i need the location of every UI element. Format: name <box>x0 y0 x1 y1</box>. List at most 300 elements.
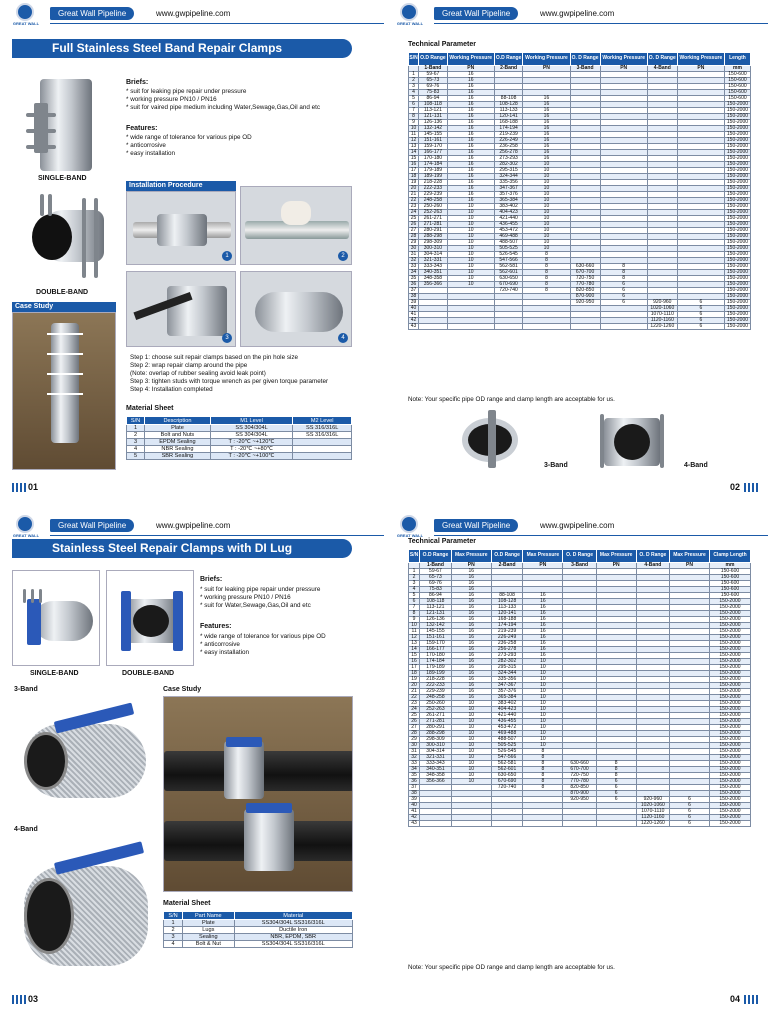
page-2 <box>384 0 768 498</box>
case-study-heading: Case Study <box>12 302 116 312</box>
material-sheet-heading: Material Sheet <box>126 405 174 412</box>
table-cell: 10 <box>523 246 570 252</box>
table-row <box>127 432 352 439</box>
table-cell: 108-128 <box>494 102 523 108</box>
table-cell: 150-2000 <box>709 737 750 743</box>
table-cell <box>491 821 523 827</box>
page-title: Full Stainless Steel Band Repair Clamps <box>12 39 352 58</box>
table-cell: 770-780 <box>570 282 600 288</box>
page-stripes-icon <box>12 995 26 1004</box>
table-cell: 65-73 <box>420 575 452 581</box>
table-cell: 10 <box>523 659 563 665</box>
table-cell: 6 <box>670 821 710 827</box>
table-cell: 150-600 <box>724 96 750 102</box>
feature-3: * easy installation <box>126 150 176 157</box>
table-cell: 8 <box>600 276 647 282</box>
table-cell <box>420 821 452 827</box>
single-band-label: SINGLE-BAND <box>38 175 87 182</box>
table-cell: 59-67 <box>420 569 452 575</box>
table-cell: 16 <box>451 629 491 635</box>
table-cell: 670-700 <box>563 767 596 773</box>
table-cell: 39 <box>409 797 420 803</box>
brand-tag: Great Wall Pipeline <box>50 519 134 532</box>
column-header: Max Pressure <box>596 550 636 563</box>
table-cell: 4 <box>127 446 145 453</box>
table-cell: 151-161 <box>419 138 448 144</box>
table-cell: 10 <box>523 707 563 713</box>
table-cell: 1070-1110 <box>647 312 677 318</box>
table-cell: 547-566 <box>491 755 523 761</box>
feature-1: * wide range of tolerance for various pipe OD <box>126 134 252 141</box>
table-cell: 13 <box>409 641 420 647</box>
table-cell: 150-2000 <box>724 138 750 144</box>
table-cell: 40 <box>409 306 419 312</box>
table-cell: 174-194 <box>491 623 523 629</box>
table-cell: 1120-1160 <box>636 815 669 821</box>
table-note: Note: Your specific pipe OD range and clamp length are acceptable for us. <box>408 396 615 403</box>
table-cell: 357-376 <box>494 192 523 198</box>
table-cell: 488-507 <box>491 737 523 743</box>
table-cell: 226-249 <box>491 635 523 641</box>
table-cell: 150-2000 <box>709 809 750 815</box>
table-cell: 179-189 <box>419 168 448 174</box>
great-wall-logo: GREAT WALL <box>12 3 38 29</box>
table-cell: 404-423 <box>494 210 523 216</box>
table-cell: 20 <box>409 186 419 192</box>
table-cell: 150-2000 <box>724 114 750 120</box>
table-cell: 69-76 <box>420 581 452 587</box>
table-cell: 10 <box>523 719 563 725</box>
table-cell: 421-440 <box>494 216 523 222</box>
table-cell: 150-600 <box>709 575 750 581</box>
table-cell: 256-278 <box>491 647 523 653</box>
table-cell: 10 <box>447 228 494 234</box>
table-cell: 222-233 <box>419 186 448 192</box>
table-cell: 6 <box>600 282 647 288</box>
table-cell: 16 <box>447 108 494 114</box>
feature-2: * anticorrosive <box>126 142 166 149</box>
table-cell: 10 <box>451 737 491 743</box>
page-number: 04 <box>729 994 740 1004</box>
table-cell: 150-2000 <box>724 288 750 294</box>
table-cell: 16 <box>451 665 491 671</box>
table-cell: 150-2000 <box>724 240 750 246</box>
table-cell: 38 <box>409 791 420 797</box>
feature-1: * wide range of tolerance for various pipe OD <box>200 633 326 640</box>
table-cell: 356-366 <box>419 282 448 288</box>
table-cell: 300-310 <box>419 246 448 252</box>
table-cell: 24 <box>409 707 420 713</box>
table-cell: 6 <box>670 797 710 803</box>
page-stripes-icon <box>744 483 758 492</box>
table-cell: 219-239 <box>494 132 523 138</box>
table-cell: 150-2000 <box>709 689 750 695</box>
unit-cell: mm <box>724 66 750 72</box>
table-cell: 3 <box>409 581 420 587</box>
column-header: S/N <box>164 912 183 920</box>
table-row <box>127 446 352 453</box>
table-cell: 8 <box>596 767 636 773</box>
column-header: M1 Level <box>210 417 293 425</box>
unit-cell: 4-Band <box>636 563 669 569</box>
material-sheet-heading: Material Sheet <box>163 900 211 907</box>
unit-cell: 1-Band <box>419 66 448 72</box>
table-cell: 16 <box>447 126 494 132</box>
table-cell: 6 <box>600 288 647 294</box>
table-cell: 1020-1060 <box>647 306 677 312</box>
table-cell: 6 <box>677 306 724 312</box>
table-cell: 10 <box>447 210 494 216</box>
website-link[interactable]: www.gwpipeline.com <box>540 521 615 530</box>
table-cell: 42 <box>409 318 419 324</box>
table-cell: 16 <box>451 617 491 623</box>
table-cell: 16 <box>451 671 491 677</box>
unit-cell: PN <box>523 563 563 569</box>
column-header: Max Pressure <box>451 550 491 563</box>
column-header: Working Pressure <box>523 53 570 66</box>
table-cell: 9 <box>409 120 419 126</box>
table-cell: 8 <box>523 282 570 288</box>
table-cell: 150-2000 <box>709 641 750 647</box>
table-cell: 150-2000 <box>724 150 750 156</box>
installation-heading: Installation Procedure <box>126 181 236 191</box>
table-cell: 10 <box>447 234 494 240</box>
column-header: O. D Range <box>647 53 677 66</box>
column-header: Clamp Length <box>709 550 750 563</box>
table-cell: 222-233 <box>420 683 452 689</box>
table-cell: 159-170 <box>419 144 448 150</box>
table-cell: 150-2000 <box>724 258 750 264</box>
table-row <box>409 821 751 827</box>
table-cell: 37 <box>409 785 420 791</box>
table-cell: 10 <box>447 252 494 258</box>
table-cell: 16 <box>523 653 563 659</box>
table-cell: 340-351 <box>420 767 452 773</box>
column-header: Max Pressure <box>523 550 563 563</box>
great-wall-logo: GREAT WALL <box>396 515 422 541</box>
table-cell: 720-750 <box>570 276 600 282</box>
table-cell: NBR, EPDM, SBR <box>234 934 353 941</box>
table-cell: 11 <box>409 132 419 138</box>
table-cell: 16 <box>451 587 491 593</box>
table-row <box>127 439 352 446</box>
column-header: Working Pressure <box>447 53 494 66</box>
unit-cell: 3-Band <box>563 563 596 569</box>
table-cell: 150-2000 <box>709 719 750 725</box>
four-band-label: 4-Band <box>14 826 38 833</box>
table-cell: 69-76 <box>419 84 448 90</box>
table-cell: 10 <box>523 180 570 186</box>
table-cell: 150-2000 <box>709 767 750 773</box>
column-header: Material <box>234 912 353 920</box>
table-cell: 526-545 <box>491 749 523 755</box>
column-header: O.D Range <box>420 550 452 563</box>
table-cell: 16 <box>523 144 570 150</box>
table-cell: 33 <box>409 264 419 270</box>
table-cell: 10 <box>451 725 491 731</box>
table-cell: 229-239 <box>419 192 448 198</box>
table-cell: 10 <box>447 282 494 288</box>
table-cell: 159-170 <box>420 641 452 647</box>
brief-3: * suit for vaired pipe medium including Water,Sewage,Gas,Oil and etc <box>126 104 321 111</box>
table-cell: 250-260 <box>419 204 448 210</box>
table-cell: 10 <box>451 707 491 713</box>
table-cell: 8 <box>523 773 563 779</box>
website-link[interactable]: www.gwpipeline.com <box>156 521 231 530</box>
table-cell: 168-188 <box>494 120 523 126</box>
column-header: S/N <box>409 550 420 563</box>
table-cell: 8 <box>523 258 570 264</box>
table-cell: 10 <box>523 665 563 671</box>
table-cell: 16 <box>523 132 570 138</box>
great-wall-logo: GREAT WALL <box>396 3 422 29</box>
install-step-4-photo <box>240 271 352 347</box>
table-cell: 27 <box>409 228 419 234</box>
table-cell: 151-161 <box>420 635 452 641</box>
table-cell: 10 <box>523 162 570 168</box>
table-cell: 562-581 <box>491 761 523 767</box>
unit-cell: PN <box>600 66 647 72</box>
table-cell: 38 <box>409 294 419 300</box>
table-cell: 6 <box>677 318 724 324</box>
column-header: Max Pressure <box>670 550 710 563</box>
page-number: 01 <box>28 482 39 492</box>
table-cell: 347-367 <box>494 186 523 192</box>
table-cell: 86-94 <box>419 96 448 102</box>
table-cell: 271-281 <box>419 222 448 228</box>
table-cell: 31 <box>409 252 419 258</box>
table-cell: 16 <box>447 174 494 180</box>
table-cell: 16 <box>447 72 494 78</box>
table-cell: 335-356 <box>491 677 523 683</box>
table-cell: 150-2000 <box>709 749 750 755</box>
step-4-badge: 4 <box>338 333 348 343</box>
table-row <box>127 425 352 432</box>
table-cell: 8 <box>409 611 420 617</box>
table-cell: 16 <box>451 647 491 653</box>
table-cell: 16 <box>447 96 494 102</box>
table-cell: 18 <box>409 671 420 677</box>
table-cell: 28 <box>409 731 420 737</box>
table-cell: 31 <box>409 749 420 755</box>
table-cell: 150-2000 <box>724 144 750 150</box>
table-cell: 150-2000 <box>709 761 750 767</box>
table-cell: 16 <box>451 581 491 587</box>
table-cell: 150-2000 <box>709 821 750 827</box>
table-cell: 282-302 <box>491 659 523 665</box>
table-cell: 10 <box>523 737 563 743</box>
unit-cell: 1-Band <box>420 563 452 569</box>
table-cell: 121-131 <box>420 611 452 617</box>
table-cell: 150-2000 <box>709 665 750 671</box>
table-cell: 820-850 <box>570 288 600 294</box>
table-cell: 189-199 <box>420 671 452 677</box>
table-cell: 870-900 <box>563 791 596 797</box>
table-cell: 168-188 <box>491 617 523 623</box>
table-cell: 10 <box>451 701 491 707</box>
table-cell: 25 <box>409 713 420 719</box>
table-row <box>164 920 353 927</box>
four-band-clamp-image <box>590 410 676 472</box>
table-cell: 150-2000 <box>724 180 750 186</box>
table-cell: 16 <box>451 659 491 665</box>
table-cell: 261-271 <box>420 713 452 719</box>
table-cell: 150-2000 <box>709 647 750 653</box>
table-cell: 108-118 <box>420 599 452 605</box>
table-cell: Ductile Iron <box>234 927 353 934</box>
table-cell: 16 <box>447 90 494 96</box>
table-cell: 19 <box>409 677 420 683</box>
table-cell: 383-402 <box>491 701 523 707</box>
column-header: O. D Range <box>570 53 600 66</box>
table-cell: 453-472 <box>494 228 523 234</box>
table-cell: 150-2000 <box>709 713 750 719</box>
table-cell: 488-507 <box>494 240 523 246</box>
briefs-heading: Briefs: <box>200 576 223 583</box>
table-cell: 174-184 <box>419 162 448 168</box>
table-cell: Lugs <box>183 927 234 934</box>
table-cell: 226-249 <box>494 138 523 144</box>
four-band-label: 4-Band <box>684 462 708 469</box>
table-cell: 174-194 <box>494 126 523 132</box>
table-cell: 8 <box>523 749 563 755</box>
table-cell: 340-351 <box>419 270 448 276</box>
table-cell: 5 <box>409 96 419 102</box>
table-cell: 16 <box>523 126 570 132</box>
brand-tag: Great Wall Pipeline <box>434 519 518 532</box>
unit-cell: PN <box>596 563 636 569</box>
table-cell: 16 <box>409 659 420 665</box>
column-header: O.D Range <box>419 53 448 66</box>
table-cell: 16 <box>451 635 491 641</box>
brief-2: * working pressure PN10 / PN16 <box>200 594 291 601</box>
page-stripes-icon <box>744 995 758 1004</box>
table-cell: Sealing <box>183 934 234 941</box>
table-cell: 562-601 <box>494 270 523 276</box>
table-cell: T : -20℃ ~+100℃ <box>210 453 293 460</box>
table-cell: SS 316/316L <box>293 425 352 432</box>
table-cell: 10 <box>451 713 491 719</box>
table-cell: 150-2000 <box>724 108 750 114</box>
table-cell: 150-2000 <box>709 677 750 683</box>
table-cell: 10 <box>523 671 563 677</box>
table-cell: 150-2000 <box>709 635 750 641</box>
table-cell: 436-455 <box>494 222 523 228</box>
table-cell: 150-2000 <box>724 294 750 300</box>
table-note: Note: Your specific pipe OD range and clamp length are acceptable for us. <box>408 964 615 971</box>
table-cell: 150-2000 <box>724 186 750 192</box>
table-cell: 10 <box>523 204 570 210</box>
table-cell: 30 <box>409 246 419 252</box>
table-cell: 34 <box>409 767 420 773</box>
table-cell: 59-67 <box>419 72 448 78</box>
brand-tag: Great Wall Pipeline <box>50 7 134 20</box>
website-link[interactable]: www.gwpipeline.com <box>156 9 231 18</box>
table-cell: 16 <box>451 575 491 581</box>
table-cell: 2 <box>164 927 183 934</box>
table-cell: 2 <box>409 78 419 84</box>
table-cell: T : -20℃ ~+80℃ <box>210 446 293 453</box>
table-cell: 150-2000 <box>724 276 750 282</box>
table-cell: 16 <box>447 84 494 90</box>
table-cell: 7 <box>409 108 419 114</box>
page-header <box>396 3 768 25</box>
unit-cell: PN <box>523 66 570 72</box>
table-cell: 5 <box>127 453 145 460</box>
table-cell: 1220-1260 <box>647 324 677 330</box>
unit-cell: PN <box>670 563 710 569</box>
table-cell: 16 <box>523 138 570 144</box>
great-wall-logo: GREAT WALL <box>12 515 38 541</box>
table-cell: 10 <box>447 216 494 222</box>
table-cell: 1 <box>409 569 420 575</box>
table-cell: 150-2000 <box>724 126 750 132</box>
table-cell: 252-263 <box>419 210 448 216</box>
technical-parameter-heading: Technical Parameter <box>408 538 476 545</box>
table-cell: 22 <box>409 198 419 204</box>
table-cell: 10 <box>451 779 491 785</box>
table-cell: 6 <box>409 102 419 108</box>
table-cell: 920-950 <box>563 797 596 803</box>
material-sheet-table <box>126 416 352 460</box>
table-cell: 25 <box>409 216 419 222</box>
table-cell: 321-331 <box>419 258 448 264</box>
table-cell: 150-2000 <box>709 755 750 761</box>
table-cell: 88-108 <box>494 96 523 102</box>
table-cell: 335-356 <box>494 180 523 186</box>
table-cell: 16 <box>523 611 563 617</box>
column-header: O. D Range <box>636 550 669 563</box>
table-cell: 150-2000 <box>709 701 750 707</box>
website-link[interactable]: www.gwpipeline.com <box>540 9 615 18</box>
table-cell: 24 <box>409 210 419 216</box>
table-cell: 8 <box>523 761 563 767</box>
table-cell: 630-650 <box>494 276 523 282</box>
table-cell: 348-358 <box>420 773 452 779</box>
table-cell: 150-2000 <box>709 629 750 635</box>
table-cell: 16 <box>523 599 563 605</box>
column-header: Length <box>724 53 750 66</box>
step-2-note: (Note: overlap of rubber sealing avoid leak point) <box>130 370 266 377</box>
table-cell: 150-2000 <box>724 264 750 270</box>
table-cell: 16 <box>447 186 494 192</box>
table-cell: 383-402 <box>494 204 523 210</box>
table-cell: 23 <box>409 204 419 210</box>
table-cell: 6 <box>677 312 724 318</box>
table-cell <box>523 324 570 330</box>
table-cell: 113-121 <box>420 605 452 611</box>
table-cell: 547-566 <box>494 258 523 264</box>
table-cell: 252-263 <box>420 707 452 713</box>
table-cell: 16 <box>523 96 570 102</box>
table-cell: 10 <box>523 192 570 198</box>
table-cell: 150-2000 <box>724 210 750 216</box>
table-cell: EPDM Sealing <box>145 439 211 446</box>
table-cell: 280-291 <box>420 725 452 731</box>
table-cell: 150-2000 <box>709 791 750 797</box>
table-cell: 16 <box>451 623 491 629</box>
table-cell: 630-660 <box>570 264 600 270</box>
table-cell: 16 <box>447 180 494 186</box>
table-cell <box>451 821 491 827</box>
table-cell: 1220-1260 <box>636 821 669 827</box>
table-cell: 150-2000 <box>709 599 750 605</box>
table-cell: 16 <box>447 114 494 120</box>
table-cell: 166-177 <box>420 647 452 653</box>
table-cell: 26 <box>409 222 419 228</box>
table-cell <box>600 324 647 330</box>
table-cell: 6 <box>600 300 647 306</box>
